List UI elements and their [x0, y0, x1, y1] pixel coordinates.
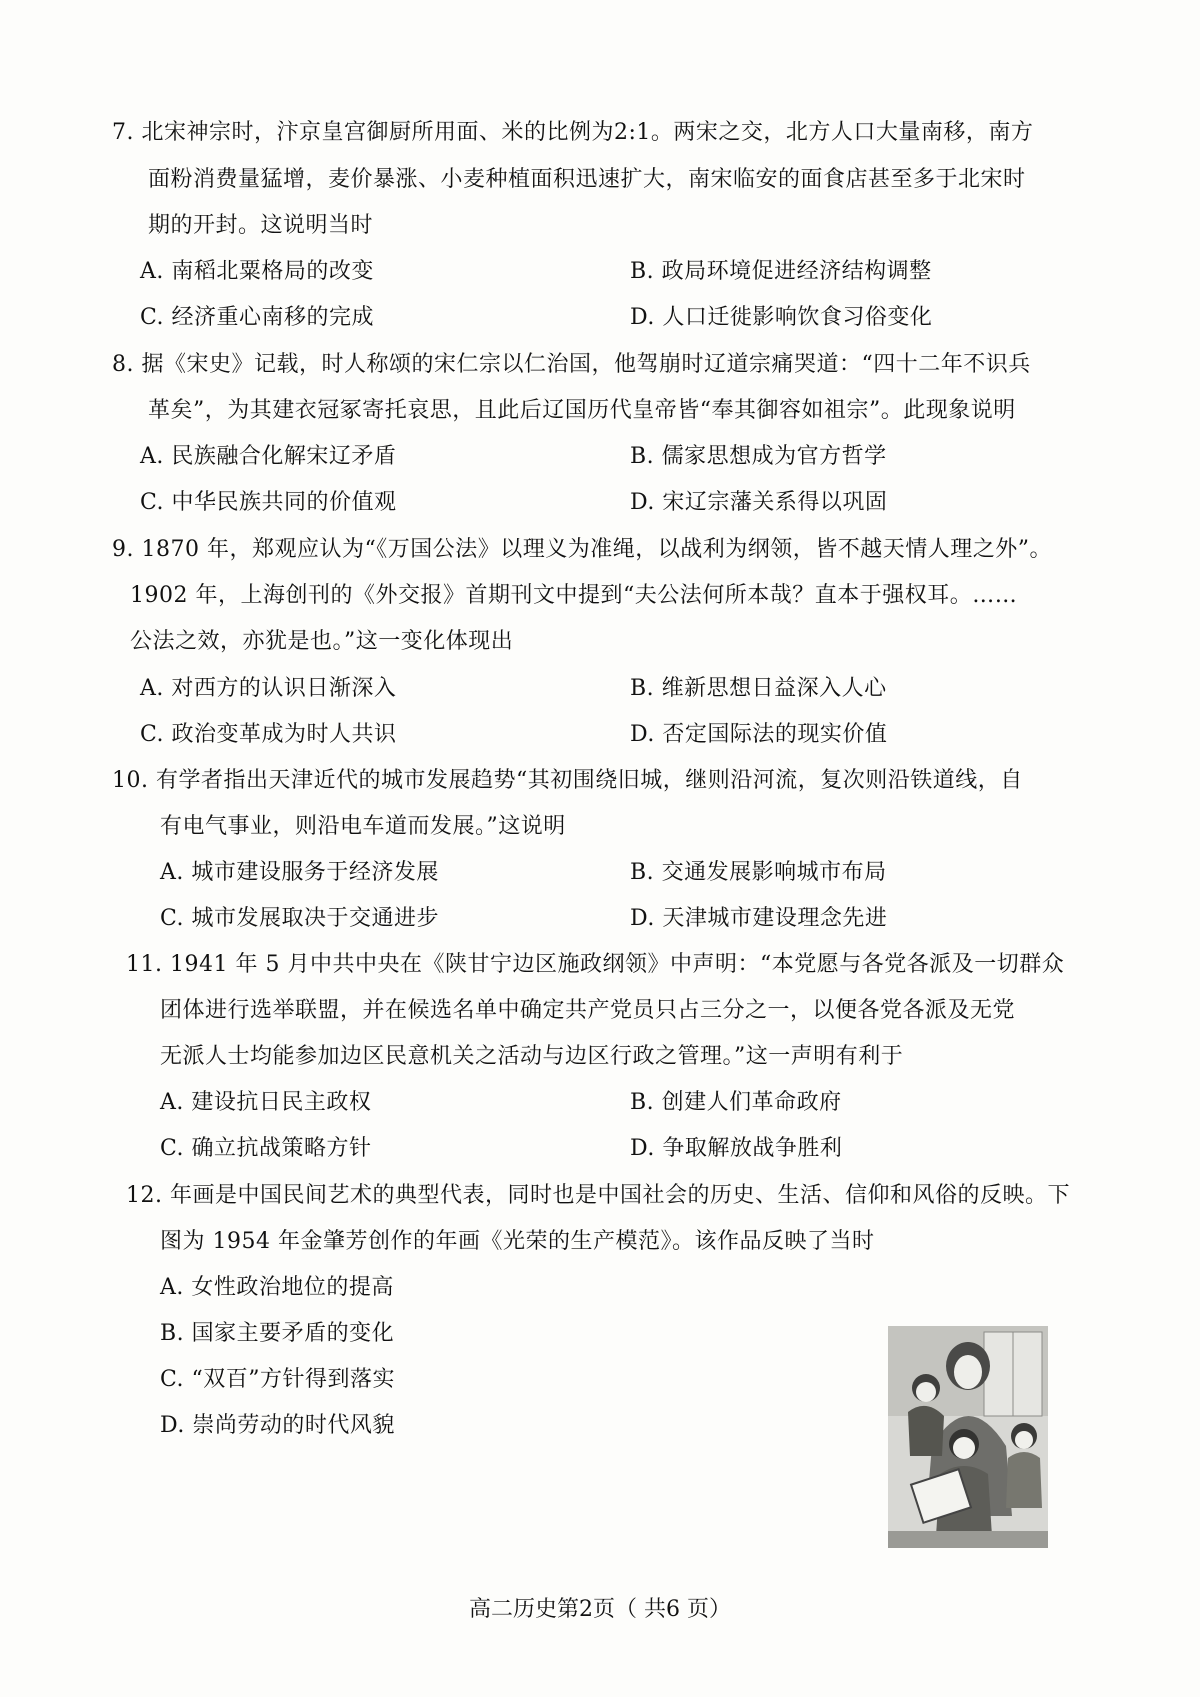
question-12-option-a[interactable]: A. 女性政治地位的提高 [160, 1275, 394, 1300]
question-10-option-a[interactable]: A. 城市建设服务于经济发展 [160, 860, 439, 885]
question-12-line-1: 12. 年画是中国民间艺术的典型代表，同时也是中国社会的历史、生活、信仰和风俗的反映。下 [126, 1183, 1070, 1208]
question-9-option-c[interactable]: C. 政治变革成为时人共识 [140, 722, 397, 747]
question-7-option-c[interactable]: C. 经济重心南移的完成 [140, 305, 375, 330]
question-9-line-1: 9. 1870 年，郑观应认为“《万国公法》以理义为准绳，以战利为纲领，皆不越天情人理之外”。 [112, 537, 1052, 562]
question-8-option-d[interactable]: D. 宋辽宗藩关系得以巩固 [630, 490, 888, 515]
question-7-line-1: 7. 北宋神宗时，汴京皇宫御厨所用面、米的比例为2:1。两宋之交，北方人口大量南移，南方 [112, 120, 1034, 145]
question-7-line-2: 面粉消费量猛增，麦价暴涨、小麦种植面积迅速扩大，南宋临安的面食店甚至多于北宋时 [148, 167, 1026, 192]
question-12-line-2: 图为 1954 年金肇芳创作的年画《光荣的生产模范》。该作品反映了当时 [160, 1229, 875, 1254]
question-8-option-a[interactable]: A. 民族融合化解宋辽矛盾 [140, 444, 397, 469]
question-11-line-3: 无派人士均能参加边区民意机关之活动与边区行政之管理。”这一声明有利于 [160, 1044, 904, 1069]
question-10-line-2: 有电气事业，则沿电车道而发展。”这说明 [160, 814, 566, 839]
question-9-option-a[interactable]: A. 对西方的认识日渐深入 [140, 676, 397, 701]
question-11-option-a[interactable]: A. 建设抗日民主政权 [160, 1090, 372, 1115]
question-8-option-c[interactable]: C. 中华民族共同的价值观 [140, 490, 397, 515]
question-8-option-b[interactable]: B. 儒家思想成为官方哲学 [630, 444, 887, 469]
question-8-line-2: 革矣”，为其建衣冠冢寄托哀思，且此后辽国历代皇帝皆“奉其御容如祖宗”。此现象说明 [148, 398, 1016, 423]
question-12-option-b[interactable]: B. 国家主要矛盾的变化 [160, 1321, 395, 1346]
question-9-line-2: 1902 年，上海创刊的《外交报》首期刊文中提到“夫公法何所本哉？直本于强权耳。…… [130, 583, 1018, 608]
question-9-line-3: 公法之效，亦犹是也。”这一变化体现出 [130, 629, 514, 654]
question-10-option-d[interactable]: D. 天津城市建设理念先进 [630, 906, 888, 931]
question-7-line-3: 期的开封。这说明当时 [148, 213, 374, 238]
new-year-painting-image [888, 1326, 1048, 1548]
question-7-option-a[interactable]: A. 南稻北粟格局的改变 [140, 259, 374, 284]
page-footer: 高二历史第2页（ 共6 页） [469, 1597, 731, 1622]
question-11-line-2: 团体进行选举联盟，并在候选名单中确定共产党员只占三分之一，以便各党各派及无党 [160, 998, 1016, 1023]
question-7-option-b[interactable]: B. 政局环境促进经济结构调整 [630, 259, 932, 284]
question-8-line-1: 8. 据《宋史》记载，时人称颂的宋仁宗以仁治国，他驾崩时辽道宗痛哭道：“四十二年不识兵 [112, 352, 1031, 377]
question-11-option-c[interactable]: C. 确立抗战策略方针 [160, 1136, 372, 1161]
question-9-option-b[interactable]: B. 维新思想日益深入人心 [630, 676, 887, 701]
question-11-option-b[interactable]: B. 创建人们革命政府 [630, 1090, 842, 1115]
question-11-line-1: 11. 1941 年 5 月中共中央在《陕甘宁边区施政纲领》中声明：“本党愿与各党各派及一切群众 [126, 952, 1065, 977]
question-11-option-d[interactable]: D. 争取解放战争胜利 [630, 1136, 843, 1161]
question-10-option-c[interactable]: C. 城市发展取决于交通进步 [160, 906, 440, 931]
question-7-option-d[interactable]: D. 人口迁徙影响饮食习俗变化 [630, 305, 933, 330]
question-10-line-1: 10. 有学者指出天津近代的城市发展趋势“其初围绕旧城，继则沿河流，复次则沿铁道线，自 [112, 768, 1023, 793]
question-12-option-d[interactable]: D. 崇尚劳动的时代风貌 [160, 1413, 395, 1438]
question-9-option-d[interactable]: D. 否定国际法的现实价值 [630, 722, 888, 747]
question-10-option-b[interactable]: B. 交通发展影响城市布局 [630, 860, 887, 885]
question-12-option-c[interactable]: C. “双百”方针得到落实 [160, 1367, 396, 1392]
